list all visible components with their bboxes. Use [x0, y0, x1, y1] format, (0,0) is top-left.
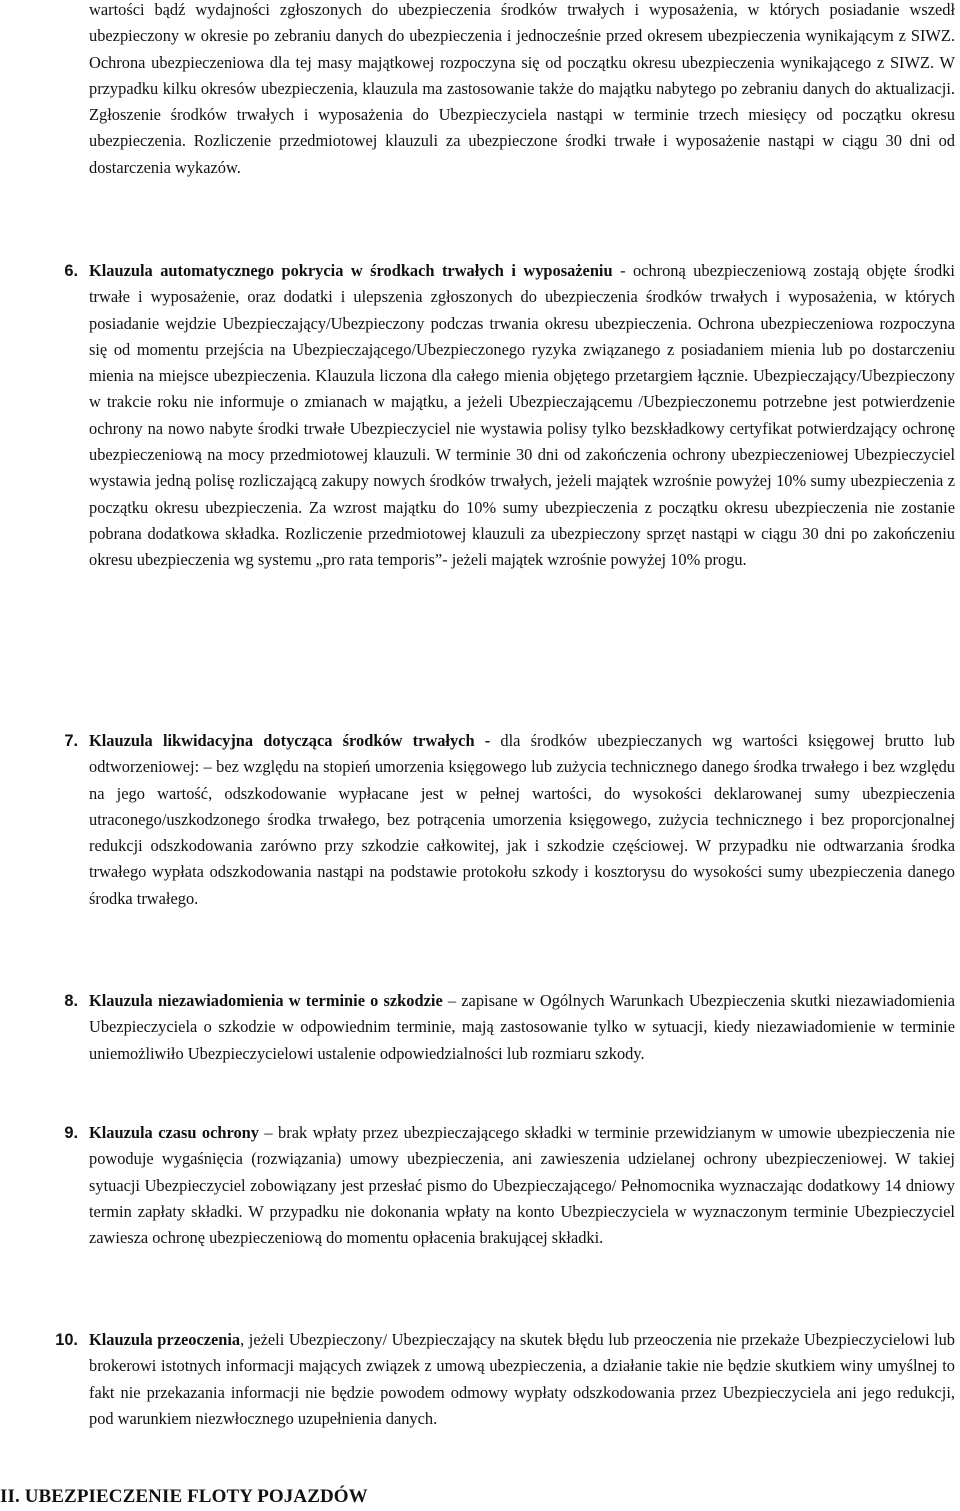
clause-title: Klauzula czasu ochrony	[89, 1123, 259, 1142]
clause-text: – brak wpłaty przez ubezpieczającego składki w terminie przewidzianym w umowie ubezpieczenia nie powoduje wygaśnięcia (rozwiązania) umowy ubezpieczenia, ani zawieszenia udzielanej ochrony ubezpieczeniowej. W takiej sytuacji Ubezpieczyciel zobowiązany jest przesłać pismo do Ubezpieczającego/ Pełnomocnika wyznaczając dodatkowy 14 dniowy termin zapłaty składki. W przypadku nie dokonania wpłaty na konto Ubezpieczyciela w wyznaczonym terminie Ubezpieczyciel zawiesza ochronę ubezpieczeniową do momentu opłacenia brakującej składki.	[89, 1123, 955, 1248]
clause-body	[89, 988, 955, 1067]
clause-body	[89, 258, 955, 574]
clause-text: - ochroną ubezpieczeniową zostają objęte środki trwałe i wyposażenie, oraz dodatki i ulepszenia zgłoszonych do ubezpieczenia środków trwałych i wyposażenia, w których posiadanie wejdzie Ubezpieczający/Ubezpieczony podczas trwania okresu ubezpieczenia. Ochrona ubezpieczeniowa rozpoczyna się od momentu przejścia na Ubezpieczającego/Ubezpieczonego ryzyka związanego z posiadaniem mienia lub po dostarczeniu mienia na miejsce ubezpieczenia. Klauzula liczona dla całego mienia objętego przetargiem łącznie. Ubezpieczający/Ubezpieczony w trakcie roku nie informuje o zmianach w majątku, a jeżeli Ubezpieczającemu /Ubezpieczonemu potrzebne jest potwierdzenie ochrony na nowo nabyte środki trwałe Ubezpieczyciel nie wystawia polisy tylko bezskładkowy certyfikat potwierdzający ochronę ubezpieczeniową na mocy przedmiotowej klauzuli. W terminie 30 dni od zakończenia ochrony ubezpieczeniowej Ubezpieczyciel wystawia jedną polisę rozliczającą zakupy nowych środków trwałych, jeżeli majątek wzrośnie powyżej 10% sumy ubezpieczenia z początku okresu ubezpieczenia. Za wzrost majątku do 10% sumy ubezpieczenia z początku okresu ubezpieczenia nie zostanie pobrana dodatkowa składka. Rozliczenie przedmiotowej klauzuli za ubezpieczony sprzęt nastąpi w ciągu 30 dni po zakończeniu okresu ubezpieczenia wg systemu „pro rata temporis”- jeżeli majątek wzrośnie powyżej 10% progu.	[89, 261, 955, 570]
clause-title: Klauzula niezawiadomienia w terminie o szkodzie	[89, 991, 443, 1010]
section-heading: II. UBEZPIECZENIE FLOTY POJAZDÓW	[0, 1486, 368, 1507]
clause-body	[89, 1120, 955, 1251]
clause-body	[89, 728, 955, 912]
clause-number: 10.	[55, 1331, 78, 1349]
clause-text: , jeżeli Ubezpieczony/ Ubezpieczający na skutek błędu lub przeoczenia nie przekaże Ubezpieczycielowi lub brokerowi istotnych informacji mających związek z umową ubezpieczenia, a działanie takie nie będzie skutkiem winy umyślnej to fakt nie przekazania informacji nie będzie powodem odmowy wypłaty odszkodowania przez Ubezpieczyciela ani jego redukcji, pod warunkiem niezwłocznego uzupełnienia danych.	[89, 1330, 955, 1428]
clause-number: 8.	[64, 992, 78, 1010]
clause-number: 9.	[64, 1124, 78, 1142]
clause-text: dla środków ubezpieczanych wg wartości księgowej brutto lub odtworzeniowej: – bez względu na stopień umorzenia księgowego lub zużycia technicznego danego środka trwałego i bez względu na jego wartość, odszkodowanie wypłacane jest w pełnej wartości, do wysokości deklarowanej sumy ubezpieczenia utraconego/uszkodzonego środka trwałego, bez potrącenia umorzenia księgowego, zużycia technicznego i bez proporcjonalnej redukcji odszkodowania zarówno przy szkodzie całkowitej, jak i szkodzie częściowej. W przypadku nie odtwarzania środka trwałego wypłata odszkodowania nastąpi na podstawie protokołu szkody i kosztorysu do wysokości sumy ubezpieczenia danego środka trwałego.	[89, 731, 955, 908]
clause-number: 6.	[64, 262, 78, 280]
clause-title: Klauzula automatycznego pokrycia w środkach trwałych i wyposażeniu	[89, 261, 613, 280]
clause-title: Klauzula przeoczenia	[89, 1330, 241, 1349]
intro-paragraph: wartości bądź wydajności zgłoszonych do ubezpieczenia środków trwałych i wyposażenia, w których posiadanie wszedł ubezpieczony w okresie po zebraniu danych do ubezpieczenia i jednocześnie przed okresem ubezpieczenia wynikającym z SIWZ. Ochrona ubezpieczeniowa dla tej masy majątkowej rozpoczyna się od początku okresu ubezpieczenia wynikającego z SIWZ. W przypadku kilku okresów ubezpieczenia, klauzula ma zastosowanie także do majątku nabytego po zebraniu danych do aktualizacji. Zgłoszenie środków trwałych i wyposażenia do Ubezpieczyciela nastąpi w terminie trzech miesięcy od początku okresu ubezpieczenia. Rozliczenie przedmiotowej klauzuli za ubezpieczone środki trwałe i wyposażenie nastąpi w ciągu 30 dni od dostarczenia wykazów.	[89, 0, 955, 177]
clause-number: 7.	[64, 732, 78, 750]
clause-title: Klauzula likwidacyjna dotycząca środków trwałych -	[89, 731, 491, 750]
clause-text: – zapisane w Ogólnych Warunkach Ubezpieczenia skutki niezawiadomienia Ubezpieczyciela o szkodzie w odpowiednim terminie, mają zastosowanie tylko w sytuacji, kiedy niezawiadomienie w terminie uniemożliwiło Ubezpieczycielowi ustalenie odpowiedzialności lub rozmiaru szkody.	[89, 991, 955, 1063]
clause-body	[89, 1327, 955, 1432]
